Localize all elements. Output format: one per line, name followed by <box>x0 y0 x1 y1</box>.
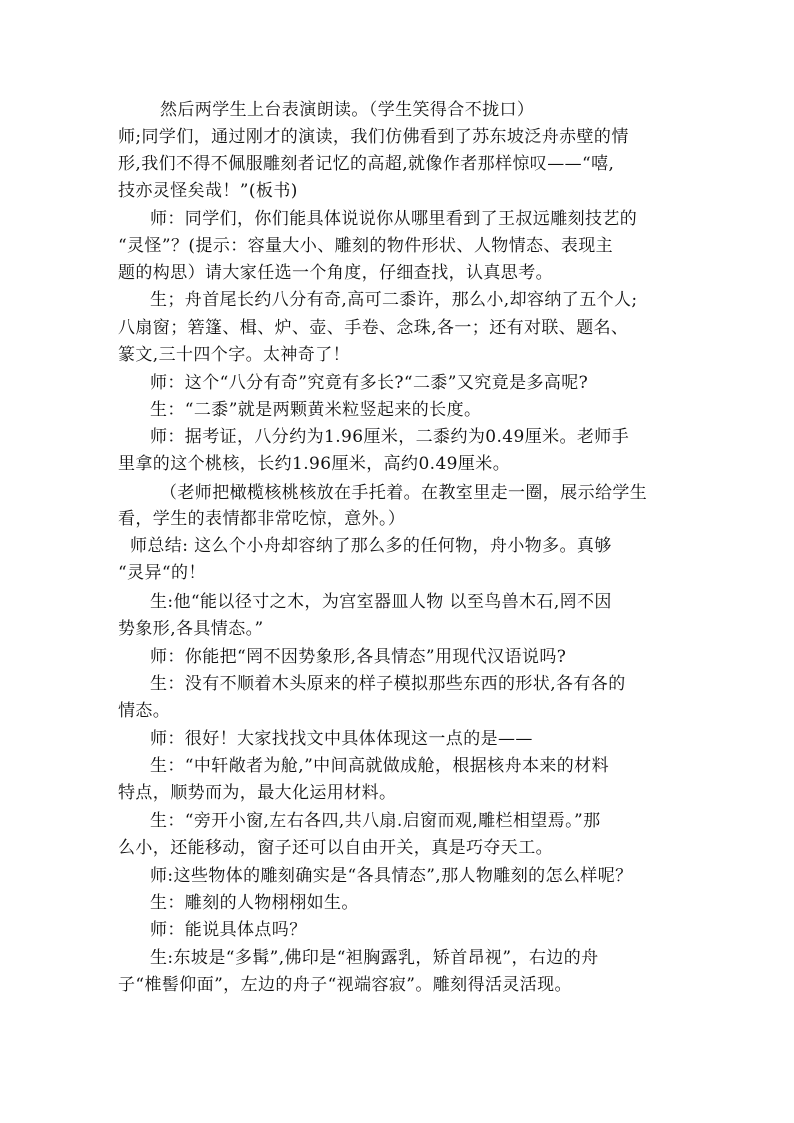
text-line: 师：同学们，你们能具体说说你从哪里看到了王叔远雕刻技艺的 <box>150 209 638 229</box>
text-line: 情态。 <box>118 701 171 721</box>
text-line: 师：很好！大家找找文中具体体现这一点的是—— <box>150 729 533 749</box>
text-line: 生:东坡是“多髯”,佛印是“袒胸露乳，矫首昂视”，右边的舟 <box>150 948 599 968</box>
text-line: 师:这些物体的雕刻确实是“各具情态”,那人物雕刻的怎么样呢？ <box>150 866 633 886</box>
text-line: 师;同学们，通过刚才的演读，我们仿佛看到了苏东坡泛舟赤壁的情 <box>118 127 629 147</box>
text-line: 生：“中轩敞者为舱,”中间高就做成舱，根据核舟本来的材料 <box>150 756 609 776</box>
text-line: 生：雕刻的人物栩栩如生。 <box>150 893 359 913</box>
text-line: 技亦灵怪矣哉！”(板书) <box>118 181 298 201</box>
text-line: “灵怪”？(提示：容量大小、雕刻的物件形状、人物情态、表现主 <box>118 236 614 256</box>
text-line: 师总结: 这么个小舟却容纳了那么多的任何物，舟小物多。真够 <box>130 536 612 556</box>
text-line: 特点，顺势而为，最大化运用材料。 <box>118 783 397 803</box>
text-line: 么小，还能移动，窗子还可以自由开关，真是巧夺天工。 <box>118 838 553 858</box>
text-line: 形,我们不得不佩服雕刻者记忆的高超,就像作者那样惊叹——“嘻, <box>118 154 615 174</box>
text-line: 生:他“能以径寸之木，为宫室器皿人物 以至鸟兽木石,罔不因 <box>150 592 612 612</box>
text-line: “灵异“的！ <box>118 563 206 583</box>
text-line: 题的构思）请大家任选一个角度，仔细查找，认真思考。 <box>118 263 553 283</box>
text-line: 看，学生的表情都非常吃惊，意外。） <box>118 509 406 529</box>
text-line: 篆文,三十四个字。太神奇了！ <box>118 345 351 365</box>
text-line: 里拿的这个桃核，长约1.96厘米，高约0.49厘米。 <box>118 454 511 474</box>
text-line: 生：没有不顺着木头原来的样子模拟那些东西的形状,各有各的 <box>150 674 626 694</box>
text-line: 然后两学生上台表演朗读。（学生笑得合不拢口） <box>160 100 535 120</box>
text-line: 生；舟首尾长约八分有奇,高可二黍许，那么小,却容纳了五个人; <box>150 290 638 310</box>
text-line: 师：你能把“罔不因势象形,各具情态”用现代汉语说吗? <box>150 647 567 667</box>
text-line: 生：“旁开小窗,左右各四,共八扇.启窗而观,雕栏相望焉。”那 <box>150 811 601 831</box>
text-line: 八扇窗；箬篷、楫、炉、壶、手卷、念珠,各一；还有对联、题名、 <box>118 318 629 338</box>
text-line: 生：“二黍”就是两颗黄米粒竖起来的长度。 <box>150 400 482 420</box>
text-line: 师：能说具体点吗？ <box>150 920 307 940</box>
text-line: 师：这个“八分有奇”究竟有多长?“二黍”又究竟是多高呢? <box>150 373 589 393</box>
text-line: 势象形,各具情态。” <box>118 619 264 639</box>
text-line: （老师把橄榄核桃核放在手托着。在教室里走一圈，展示给学生 <box>160 483 648 503</box>
text-line: 子“椎髻仰面”，左边的舟子“视端容寂”。雕刻得活灵活现。 <box>118 975 572 995</box>
text-line: 师：据考证，八分约为1.96厘米，二黍约为0.49厘米。老师手 <box>150 427 630 447</box>
